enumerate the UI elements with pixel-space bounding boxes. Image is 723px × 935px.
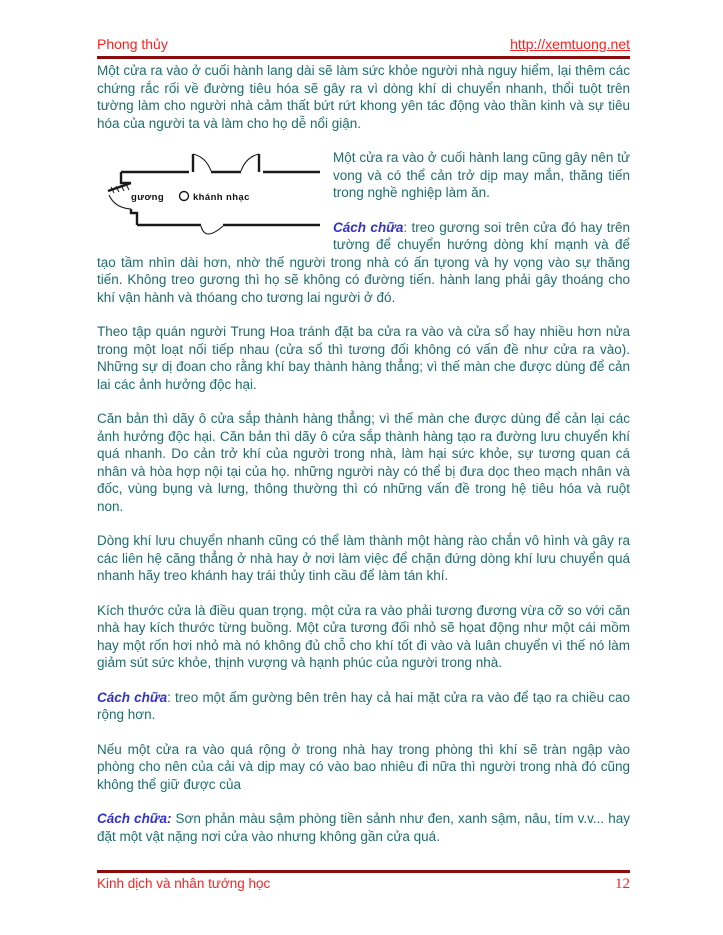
page-number: 12 [615, 876, 630, 892]
footer-rule [97, 870, 630, 873]
paragraph-hallway-death: Một cửa ra vào ở cuối hành lang cũng gây nên tử vong và có thể cản trở dịp may mắn, thăng tiến trong nghề nghiệp làm ăn. [333, 150, 630, 200]
page-header [97, 36, 630, 52]
wind-chime-label: khánh nhạc [193, 192, 250, 203]
paragraph-three-doors: Theo tập quán người Trung Hoa tránh đặt ba cửa ra vào và cửa sổ hay nhiều hơn nửa trong một loạt nối tiếp nhau (cửa sổ thì tương đối không có vấn đề như cửa ra vào). Những sự dị đoan cho rằng khí bay thành hàng thẳng; vì thế màn che được dùng để cản lai các ảnh hưởng độc hại. [97, 324, 630, 392]
hallway-floorplan-diagram [105, 152, 320, 244]
remedy-lead: Cách chữa [97, 689, 168, 705]
paragraph-wide-door: Nếu một cửa ra vào quá rộng ở trong nhà hay trong phòng thì khí sẽ tràn ngập vào phòng cho nên của cải và dịp may có vào bao nhiêu đi nữa thì người trong nhà đó cũng không thể giữ được của [97, 741, 630, 792]
door-swing-top-1 [193, 154, 211, 171]
page-footer [97, 876, 630, 893]
paragraph-aligned-doors: Căn bản thì dãy ô cửa sắp thành hàng thẳng; vì thế màn che được dùng để cản lại các ảnh hưởng độc hại. Căn bản thì dãy ô cửa sắp thành hàng tạo ra đường lưu chuyển khí quá nhanh. Do cản trở khí của người trong nhà, làm hại sức khỏe, sự tương quan cá nhân và hòa hợp nội tại của họ. những người này có thể bị đưa dọc theo mạch nhân và đốc, vùng bụng và lưng, thông thường thì có những vấn đề trong hệ tiêu hóa và ruột non. [97, 411, 630, 514]
paragraph-remedy-height [97, 689, 630, 724]
remedy-text: : treo một ấm gường bên trên hay cả hai mặt cửa ra vào để tạo ra chiều cao rộng hơn. [97, 689, 631, 722]
floorplan-left-wall-lower [131, 209, 137, 225]
remedy-lead: Cách chữa [333, 219, 404, 235]
remedy-lead: Cách chữa: [97, 811, 172, 826]
paragraph-fast-chi: Dòng khí lưu chuyển nhanh cũng có thể làm thành một hàng rào chắn vô hình và gây ra các liên hệ căng thẳng ở nhà hay ở nơi làm việc để chặn đứng dòng khí lưu chuyển quá nhanh hãy treo khánh hay trái thủy tinh cầu để làm tán khí. [97, 533, 630, 583]
paragraph-hallway-danger: Một cửa ra vào ở cuối hành lang dài sẽ làm sức khỏe người nhà nguy hiểm, lại thêm các chứng rắc rối về đường tiêu hóa sẽ gây ra vì dòng khí di chuyển nhanh, thổi tuột trên tường làm cho người nhà cảm thất bứt rứt khong yên tác động vào thần kinh và sự tiêu hóa của người ta và làm cho họ dễ nổi giận. [97, 63, 630, 131]
mirror-label: gương [131, 192, 165, 203]
header-url-link[interactable]: http://xemtuong.net [510, 36, 630, 52]
document-body [97, 62, 630, 862]
paragraph-remedy-dark-paint [97, 810, 630, 845]
remedy-text: Sơn phản màu sậm phòng tiền sảnh như đen, xanh sậm, nâu, tím v.v... hay đặt một vật nặng nơi cửa vào nhưng không gần cửa quá. [97, 811, 630, 844]
footer-book-title: Kinh dịch và nhân tướng học [97, 876, 271, 891]
header-rule [97, 56, 630, 59]
door-swing-bottom [201, 226, 223, 234]
remedy-text: : treo gương soi trên cửa đó hay trên tường để chuyển hướng dòng khí mạnh và để tạo tầm nhìn dài hơn, nhờ thế người trong nhà có ấn tựong và hy vọng vào sự thăng tiến. Không treo gương thì họ sẽ không có đường tiến. hành lang phải gây thoáng cho khí vận hành và thóang cho tương lai người ở đó. [97, 219, 630, 305]
door-swing-top-2 [241, 154, 259, 171]
wind-chime-icon [180, 192, 189, 201]
header-title: Phong thủy [97, 36, 168, 52]
floorplan-left-wall-upper [121, 172, 131, 183]
door-swing-left [109, 195, 131, 209]
paragraph-door-size: Kích thước cửa là điều quan trọng. một cửa ra vào phải tương đương vừa cỡ so với căn nhà hay kích thước từng buồng. Một cửa tương đối nhỏ sẽ họat động như một cái mồm hay một rốn hơi nhỏ mà nó không đủ chỗ cho khí tốt đi vào và luân chuyển vì thế nó làm giảm sút sức khỏe, thịnh vượng và hạnh phúc của người trong nhà. [97, 602, 630, 670]
